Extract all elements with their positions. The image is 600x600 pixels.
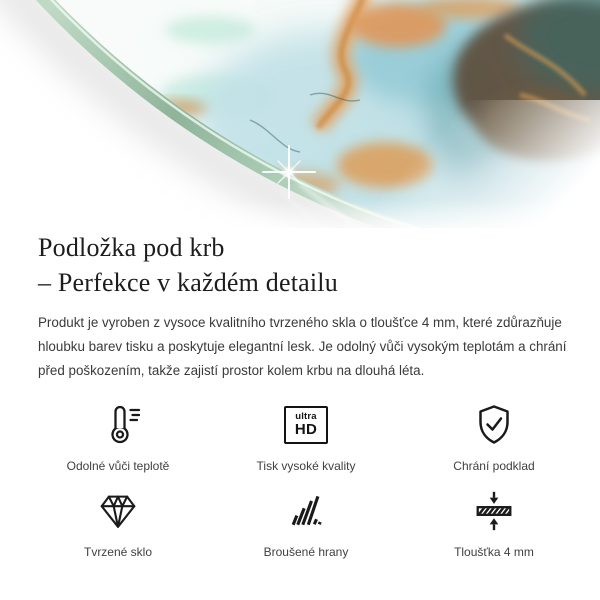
feature-label: Tvrzené sklo [83, 545, 153, 559]
page-title-line2: – Perfekce v každém detailu [38, 268, 338, 297]
thickness-icon [471, 487, 517, 535]
feature-grid [24, 401, 588, 559]
feature-label: Chrání podklad [453, 459, 535, 473]
feature-thickness [400, 487, 588, 559]
feature-polished-edges [212, 487, 400, 559]
feature-protects-surface [400, 401, 588, 473]
feature-label: Broušené hrany [263, 545, 349, 559]
feature-heat-resistant [24, 401, 212, 473]
diamond-icon [95, 487, 141, 535]
ultra-hd-icon [284, 401, 328, 449]
product-description: Produkt je vyroben z vysoce kvalitního tvrzeného skla o tloušťce 4 mm, které zdůrazňuje hloubku barev tisku a poskytuje elegantní lesk. Je odolný vůči vysokým teplotám a chrání před poškozením, takže zajistí prostor kolem krbu na dlouhá léta. [38, 315, 567, 378]
feature-label: Odolné vůči teplotě [66, 459, 170, 473]
feature-print-quality [212, 401, 400, 473]
ultra-hd-icon-text-top: ultra [295, 411, 317, 422]
page-title-line1: Podložka pod krb [38, 233, 225, 262]
feature-label: Tloušťka 4 mm [454, 545, 534, 559]
thermometer-icon [94, 401, 142, 449]
polished-edges-icon [284, 487, 328, 535]
fade-bottom [0, 195, 600, 228]
glass-pad-illustration [0, 0, 600, 228]
page-title [38, 230, 570, 300]
feature-label: Tisk vysoké kvality [256, 459, 356, 473]
shield-check-icon [470, 401, 518, 449]
product-photo [0, 0, 600, 228]
feature-tempered-glass [24, 487, 212, 559]
ultra-hd-icon-text-bottom: HD [294, 421, 318, 438]
